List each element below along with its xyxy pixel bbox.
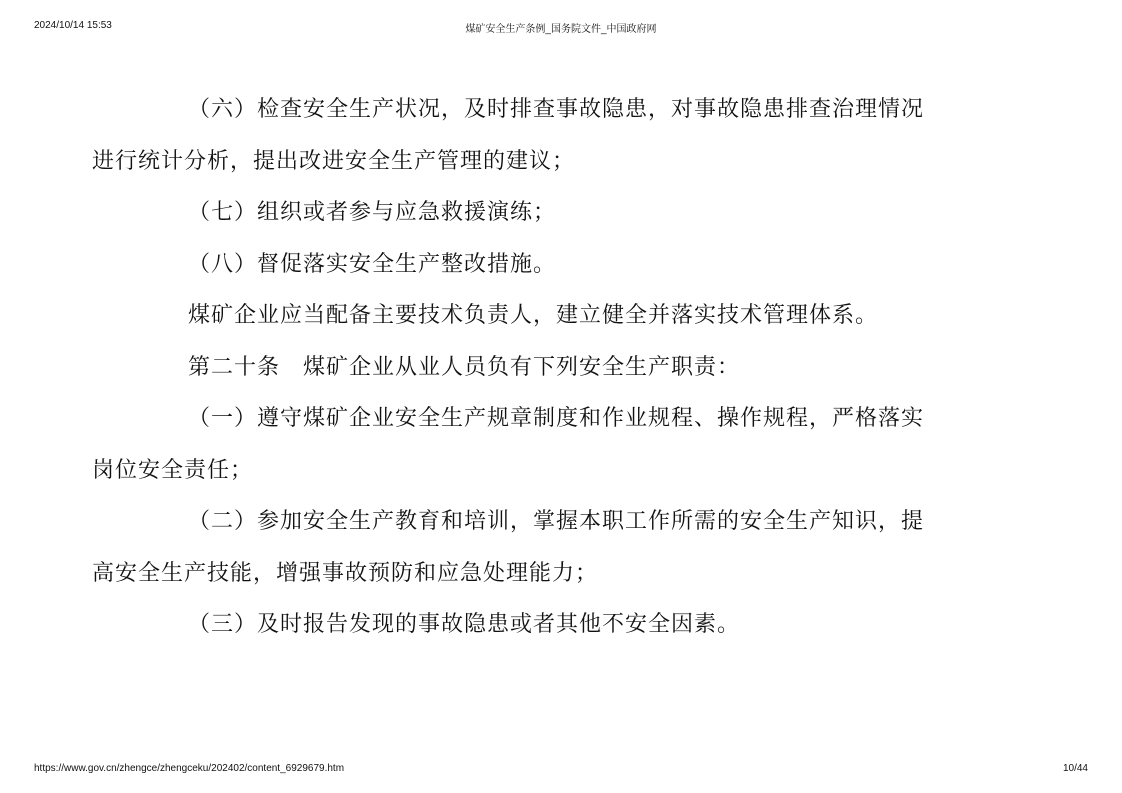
paragraph-item-1	[92, 393, 990, 496]
paragraph-line: （六）检查安全生产状况，及时排查事故隐患，对事故隐患排查治理情况	[188, 97, 925, 122]
paragraph-line: （八）督促落实安全生产整改措施。	[188, 251, 557, 277]
paragraph-tech-management	[140, 290, 990, 342]
paragraph-line: （七）组织或者参与应急救援演练；	[188, 200, 557, 225]
paragraph-line: （二）参加安全生产教育和培训，掌握本职工作所需的安全生产知识，提	[188, 509, 925, 534]
print-datetime: 2024/10/14 15:53	[34, 20, 112, 31]
paragraph-item-3	[140, 599, 990, 651]
paragraph-line: 煤矿企业应当配备主要技术负责人，建立健全并落实技术管理体系。	[188, 303, 879, 328]
paragraph-line: 进行统计分析，提出改进安全生产管理的建议；	[92, 148, 576, 174]
paragraph-item-6	[92, 84, 990, 187]
paragraph-line: 高安全生产技能，增强事故预防和应急处理能力；	[92, 560, 599, 586]
paragraph-line: （三）及时报告发现的事故隐患或者其他不安全因素。	[188, 612, 741, 637]
page-number: 10/44	[1062, 763, 1088, 774]
paragraph-item-8	[140, 239, 990, 291]
paragraph-line: （一）遵守煤矿企业安全生产规章制度和作业规程、操作规程，严格落实	[188, 406, 925, 431]
page-title: 煤矿安全生产条例_国务院文件_中国政府网	[465, 24, 657, 35]
paragraph-item-7	[140, 187, 990, 239]
page-url: https://www.gov.cn/zhengce/zhengceku/202402/content_6929679.htm	[34, 763, 345, 774]
paragraph-item-2	[92, 496, 990, 599]
document-body	[92, 84, 990, 651]
article-20-heading	[140, 342, 990, 394]
paragraph-line: 第二十条 煤矿企业从业人员负有下列安全生产职责：	[188, 354, 741, 380]
paragraph-line: 岗位安全责任；	[92, 457, 254, 483]
